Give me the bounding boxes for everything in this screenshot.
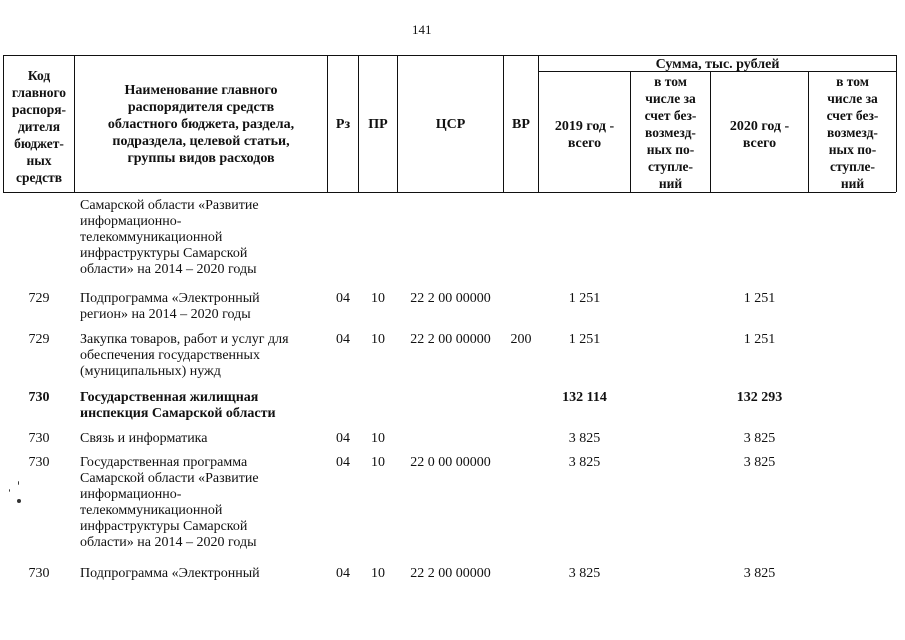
header-bottom-rule bbox=[3, 192, 896, 193]
row-sum-2020: 1 251 bbox=[743, 291, 776, 306]
row-sum-2020: 1 251 bbox=[743, 332, 776, 347]
header-rz: Рз bbox=[335, 117, 351, 132]
row-csr: 22 2 00 00000 bbox=[410, 566, 491, 581]
row-pr: 10 bbox=[371, 291, 385, 306]
scan-speck bbox=[18, 481, 19, 485]
header-name: Наименование главного распорядителя средств областного бюджета, раздела, подраздела, целевой статьи, группы видов расходов bbox=[107, 83, 295, 166]
row-sum-2020: 3 825 bbox=[743, 455, 776, 470]
row-name: Самарской области «Развитие информационно- телекоммуникационной инфраструктуры Самарской области» на 2014 – 2020 годы bbox=[80, 198, 259, 277]
row-pr: 10 bbox=[371, 431, 385, 446]
row-code: 729 bbox=[28, 332, 50, 347]
row-pr: 10 bbox=[371, 332, 385, 347]
row-rz: 04 bbox=[336, 566, 350, 581]
row-sum-2019: 3 825 bbox=[568, 431, 601, 446]
row-csr: 22 2 00 00000 bbox=[410, 332, 491, 347]
header-pr: ПР bbox=[368, 117, 388, 132]
row-name: Государственная программа Самарской области «Развитие информационно- телекоммуникационной инфраструктуры Самарской области» на 2014 – 2020 годы bbox=[80, 455, 259, 550]
row-rz: 04 bbox=[336, 455, 350, 470]
header-2019-total: 2019 год - всего bbox=[554, 119, 615, 151]
row-pr: 10 bbox=[371, 566, 385, 581]
row-sum-2020: 3 825 bbox=[743, 566, 776, 581]
row-name: Связь и информатика bbox=[80, 431, 208, 446]
row-name: Закупка товаров, работ и услуг для обеспечения государственных (муниципальных) нужд bbox=[80, 332, 289, 379]
row-sum-2019: 132 114 bbox=[562, 390, 607, 405]
row-code: 729 bbox=[28, 291, 50, 306]
header-sum-group: Сумма, тыс. рублей bbox=[655, 57, 780, 72]
row-csr: 22 0 00 00000 bbox=[410, 455, 491, 470]
col-divider bbox=[896, 55, 897, 192]
row-pr: 10 bbox=[371, 455, 385, 470]
row-sum-2020: 3 825 bbox=[743, 431, 776, 446]
header-csr: ЦСР bbox=[435, 117, 466, 132]
row-name: Подпрограмма «Электронный bbox=[80, 566, 260, 581]
header-code: Код главного распоря- дителя бюджет- ных средств bbox=[11, 68, 67, 185]
scan-speck bbox=[17, 499, 21, 503]
row-sum-2019: 1 251 bbox=[568, 291, 601, 306]
row-rz: 04 bbox=[336, 332, 350, 347]
row-rz: 04 bbox=[336, 291, 350, 306]
row-code: 730 bbox=[28, 390, 50, 405]
row-sum-2019: 3 825 bbox=[568, 455, 601, 470]
header-2020-grants: в том числе за счет без- возмезд- ных по- ступле- ний bbox=[826, 74, 879, 191]
row-rz: 04 bbox=[336, 431, 350, 446]
row-code: 730 bbox=[28, 455, 50, 470]
header-vr: ВР bbox=[512, 117, 530, 132]
row-code: 730 bbox=[28, 566, 50, 581]
row-vr: 200 bbox=[510, 332, 532, 347]
row-sum-2020: 132 293 bbox=[736, 390, 783, 405]
header-2019-grants: в том числе за счет без- возмезд- ных по- ступле- ний bbox=[644, 74, 697, 191]
row-sum-2019: 3 825 bbox=[568, 566, 601, 581]
row-code: 730 bbox=[28, 431, 50, 446]
row-sum-2019: 1 251 bbox=[568, 332, 601, 347]
page-number: 141 bbox=[412, 22, 432, 37]
scan-speck bbox=[9, 489, 10, 492]
row-csr: 22 2 00 00000 bbox=[410, 291, 491, 306]
row-name: Государственная жилищная инспекция Самарской области bbox=[80, 390, 276, 421]
row-name: Подпрограмма «Электронный регион» на 2014 – 2020 годы bbox=[80, 291, 260, 322]
header-2020-total: 2020 год - всего bbox=[729, 119, 790, 151]
